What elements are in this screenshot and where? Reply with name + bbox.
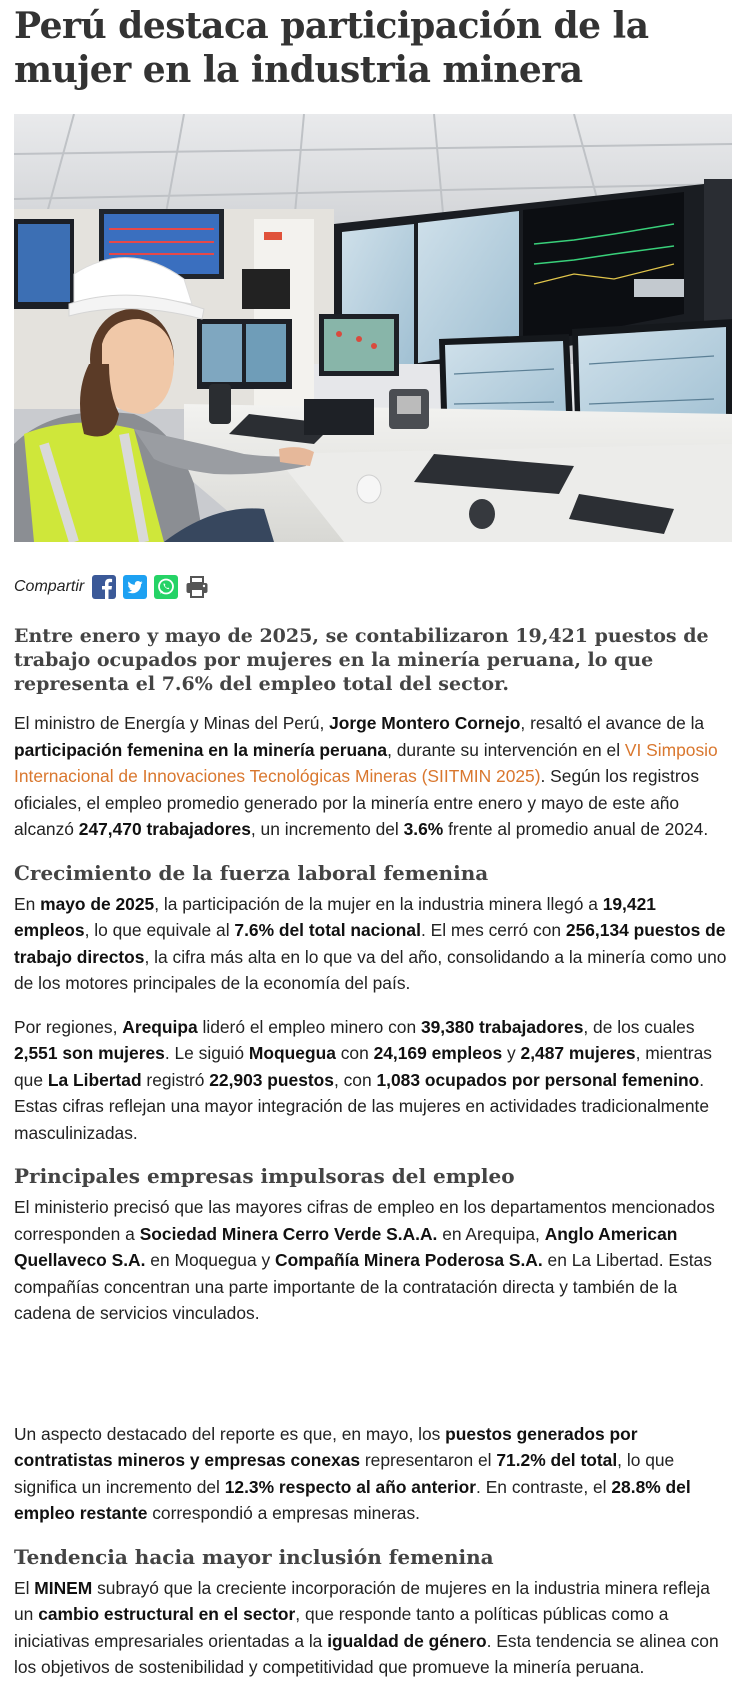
article	[0, 4, 742, 1681]
article-photo	[14, 114, 732, 542]
share-bar	[14, 572, 728, 602]
section-heading-trend: Tendencia hacia mayor inclusión femenina	[14, 1544, 494, 1569]
section-heading-companies: Principales empresas impulsoras del empleo	[14, 1164, 515, 1188]
paragraph-2: En mayo de 2025, la participación de la mujer en la industria minera llegó a 19,421 empleos, lo que equivale al 7.6% del total nacional. El mes cerró con 256,134 puestos de trabajo directos, la cifra más alta en lo que va del año, consolidando a la minería como uno de los motores principales de la economía del país.	[14, 893, 727, 993]
whatsapp-icon[interactable]	[154, 575, 178, 599]
paragraph-3: Por regiones, Arequipa lideró el empleo minero con 39,380 trabajadores, de los cuales 2,551 son mujeres. Le siguió Moquegua con 24,169 empleos y 2,487 mujeres, mientras que La Libertad registró 22,903 puestos, con 1,083 ocupados por personal femenino. Estas cifras reflejan una mayor integración de las mujeres en actividades tradicionalmente masculinizadas.	[14, 1016, 712, 1143]
ad-spacer	[14, 1344, 728, 1421]
section-heading-growth: Crecimiento de la fuerza laboral femenina	[14, 860, 489, 885]
paragraph-4: El ministerio precisó que las mayores cifras de empleo en los departamentos mencionados corresponden a Sociedad Minera Cerro Verde S.A.A. en Arequipa, Anglo American Quellaveco S.A. en Moquegua y Compañía Minera Poderosa S.A. en La Libertad. Estas compañías concentran una parte importante de la contratación directa y también de la cadena de servicios vinculados.	[14, 1197, 715, 1323]
paragraph-5: Un aspecto destacado del reporte es que, en mayo, los puestos generados por contratistas mineros y empresas conexas representaron el 71.2% del total, lo que significa un incremento del 12.3% respecto al año anterior. En contraste, el 28.8% del empleo restante correspondió a empresas mineras.	[14, 1423, 691, 1523]
print-icon[interactable]	[185, 575, 209, 599]
paragraph-1: El ministro de Energía y Minas del Perú, Jorge Montero Cornejo, resaltó el avance de la participación femenina en la minería peruana, durante su intervención en el VI Simposio Internacional de Innovaciones Tecnológicas Mineras (SIITMIN 2025). Según los registros oficiales, el empleo promedio generado por la minería entre enero y mayo de este año alcanzó 247,470 trabajadores, un incremento del 3.6% frente al promedio anual de 2024.	[14, 713, 718, 839]
facebook-icon[interactable]	[92, 575, 116, 599]
twitter-icon[interactable]	[123, 575, 147, 599]
share-label: Compartir	[14, 578, 85, 595]
article-lead: Entre enero y mayo de 2025, se contabilizaron 19,421 puestos de trabajo ocupados por mujeres en la minería peruana, lo que representa el 7.6% del empleo total del sector.	[14, 625, 709, 695]
article-title: Perú destaca participación de la mujer en la industria minera	[14, 5, 649, 91]
paragraph-6: El MINEM subrayó que la creciente incorporación de mujeres en la industria minera refleja un cambio estructural en el sector, que responde tanto a políticas públicas como a iniciativas empresariales orientadas a la igualdad de género. Esta tendencia se alinea con los objetivos de sostenibilidad y competitividad que promueve la minería peruana.	[14, 1577, 719, 1677]
siitmin-link[interactable]: VI Simposio Internacional de Innovaciones Tecnológicas Mineras (SIITMIN 2025)	[14, 739, 718, 786]
